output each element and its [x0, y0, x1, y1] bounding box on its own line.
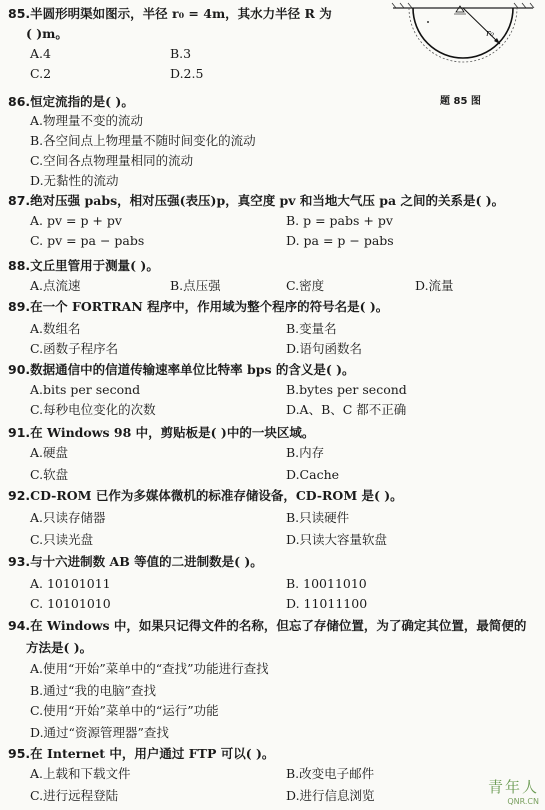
question-86 [8, 94, 134, 110]
question-89 [8, 299, 388, 315]
semicircle-channel-figure [388, 0, 538, 90]
option-a[interactable]: A.点流速 [30, 278, 81, 293]
question-text: 在一个 FORTRAN 程序中，作用域为整个程序的符号名是( )。 [30, 299, 389, 314]
option-a[interactable]: A.硬盘 [30, 445, 69, 460]
option-b[interactable]: B.bytes per second [286, 382, 407, 397]
question-number: 90. [8, 362, 31, 377]
question-text: 在 Windows 中，如果只记得文件的名称，但忘了存储位置，为了确定其位置，最简便的 [30, 618, 527, 633]
question-91 [8, 425, 314, 441]
question-88 [8, 258, 159, 274]
option-c[interactable]: C. pv = pa − pabs [30, 233, 145, 248]
question-number: 85. [8, 6, 31, 21]
option-b[interactable]: B.3 [170, 46, 192, 61]
watermark-en: QNR.CN [507, 797, 539, 806]
question-93 [8, 554, 263, 570]
option-c[interactable]: C.每秒电位变化的次数 [30, 402, 156, 417]
question-text: 与十六进制数 AB 等值的二进制数是( )。 [30, 554, 263, 569]
option-c[interactable]: C. 10101010 [30, 596, 111, 611]
question-number: 94. [8, 618, 31, 633]
question-text: 文丘里管用于测量( )。 [30, 258, 159, 273]
question-90 [8, 362, 355, 378]
figure-caption: 题 85 图 [440, 96, 481, 107]
question-94 [8, 618, 526, 634]
radius-label: r₀ [486, 29, 494, 39]
option-c[interactable]: C.进行远程登陆 [30, 788, 119, 803]
option-a[interactable]: A.使用“开始”菜单中的“查找”功能进行查找 [30, 661, 269, 676]
option-b[interactable]: B.通过“我的电脑”查找 [30, 683, 156, 698]
option-a[interactable]: A.只读存储器 [30, 510, 106, 525]
question-85 [8, 6, 332, 22]
question-continuation: ( )m。 [26, 26, 68, 41]
question-87 [8, 193, 504, 209]
option-d[interactable]: D.进行信息浏览 [286, 788, 375, 803]
question-number: 88. [8, 258, 31, 273]
option-d[interactable]: D.语句函数名 [286, 341, 363, 356]
question-number: 86. [8, 94, 31, 109]
option-d[interactable]: D.无黏性的流动 [30, 173, 119, 188]
question-text: 半圆形明渠如图示，半径 r₀ = 4m，其水力半径 R 为 [30, 6, 332, 21]
option-d[interactable]: D.A、B、C 都不正确 [286, 402, 407, 417]
option-a[interactable]: A.数组名 [30, 321, 81, 336]
option-c[interactable]: C.密度 [286, 278, 325, 293]
option-b[interactable]: B.改变电子邮件 [286, 766, 375, 781]
question-number: 93. [8, 554, 31, 569]
question-number: 92. [8, 488, 31, 503]
question-95 [8, 746, 274, 762]
watermark-cn: 青年人 [487, 778, 539, 796]
option-b[interactable]: B.各空间点上物理量不随时间变化的流动 [30, 133, 256, 148]
option-d[interactable]: D.2.5 [170, 66, 204, 81]
option-d[interactable]: D.Cache [286, 467, 340, 482]
option-a[interactable]: A.bits per second [30, 382, 141, 397]
question-number: 95. [8, 746, 31, 761]
question-92 [8, 488, 403, 504]
question-number: 91. [8, 425, 31, 440]
option-b[interactable]: B. p = pabs + pv [286, 213, 393, 228]
option-a[interactable]: A.上载和下载文件 [30, 766, 131, 781]
question-text: 数据通信中的信道传输速率单位比特率 bps 的含义是( )。 [30, 362, 355, 377]
question-number: 87. [8, 193, 31, 208]
option-c[interactable]: C.空间各点物理量相同的流动 [30, 153, 194, 168]
option-d[interactable]: D.只读大容量软盘 [286, 532, 388, 547]
question-text: 在 Windows 98 中，剪贴板是( )中的一块区域。 [30, 425, 315, 440]
option-d[interactable]: D.通过“资源管理器”查找 [30, 725, 169, 740]
option-a[interactable]: A.物理量不变的流动 [30, 113, 144, 128]
option-b[interactable]: B. 10011010 [286, 576, 367, 591]
question-text: 恒定流指的是( )。 [30, 94, 134, 109]
option-b[interactable]: B.内存 [286, 445, 325, 460]
question-number: 89. [8, 299, 31, 314]
option-d[interactable]: D.流量 [415, 278, 454, 293]
option-b[interactable]: B.点压强 [170, 278, 221, 293]
option-c[interactable]: C.2 [30, 66, 52, 81]
question-text: 在 Internet 中，用户通过 FTP 可以( )。 [30, 746, 275, 761]
option-c[interactable]: C.软盘 [30, 467, 69, 482]
option-a[interactable]: A. pv = p + pv [30, 213, 122, 228]
option-d[interactable]: D. 11011100 [286, 596, 368, 611]
option-b[interactable]: B.变量名 [286, 321, 337, 336]
option-c[interactable]: C.使用“开始”菜单中的“运行”功能 [30, 703, 219, 718]
question-continuation: 方法是( )。 [26, 640, 93, 655]
option-d[interactable]: D. pa = p − pabs [286, 233, 394, 248]
option-b[interactable]: B.只读硬件 [286, 510, 350, 525]
question-text: CD-ROM 已作为多媒体微机的标准存储设备，CD-ROM 是( )。 [30, 488, 403, 503]
option-a[interactable]: A. 10101011 [30, 576, 111, 591]
option-c[interactable]: C.只读光盘 [30, 532, 94, 547]
question-text: 绝对压强 pabs，相对压强(表压)p，真空度 pv 和当地大气压 pa 之间的关系是( )。 [30, 193, 505, 208]
option-c[interactable]: C.函数子程序名 [30, 341, 119, 356]
watermark [488, 776, 539, 806]
option-a[interactable]: A.4 [30, 46, 51, 61]
